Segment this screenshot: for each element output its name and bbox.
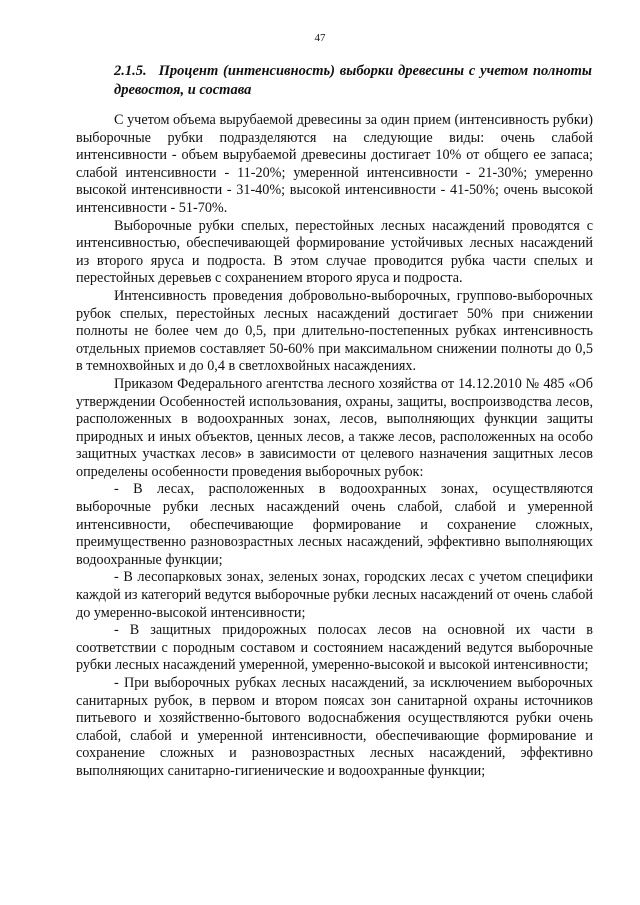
section-title: Процент (интенсивность) выборки древесины с учетом полноты древостоя, и состава xyxy=(114,63,592,98)
list-item-water-protection: - В лесах, расположенных в водоохранных зонах, осуществляются выборочные рубки лесных насаждений очень слабой, слабой и умеренной интенсивности, обеспечивающие формирование и сохранение сложных, преимущественно разновозрастных лесных насаждений, эффективно выполняющих водоохранные функции; xyxy=(76,481,593,568)
list-item-forest-park: - В лесопарковых зонах, зеленых зонах, городских лесах с учетом специфики каждой из категорий ведутся выборочные рубки лесных насаждений от очень слабой до умеренно-высокой интенсивности; xyxy=(76,569,593,621)
page-number: 47 xyxy=(314,32,326,44)
paragraph-mature-stands: Выборочные рубки спелых, перестойных лесных насаждений проводятся с интенсивностью, обеспечивающей формирование устойчивых лесных насаждений из второго яруса и подроста. В этом случае проводится рубка части спелых и перестойных деревьев с сохранением второго яруса и подроста. xyxy=(76,217,593,287)
list-item-sanitary-zones: - При выборочных рубках лесных насаждений, за исключением выборочных санитарных рубок, в первом и втором поясах зон санитарной охраны источников питьевого и хозяйственно-бытового водоснабжения осуществляются рубки очень слабой, слабой и умеренной интенсивности, обеспечивающие формирование и сохранение сложных и разновозрастных лесных насаждений, эффективно выполняющих санитарно-гигиенические и водоохранные функции; xyxy=(76,675,593,779)
body-text xyxy=(76,112,593,781)
paragraph-order-485: Приказом Федерального агентства лесного хозяйства от 14.12.2010 № 485 «Об утверждении Особенностей использования, охраны, защиты, воспроизводства лесов, расположенных в водоохранных зонах, лесов, выполняющих функции защиты природных и иных объектов, ценных лесов, а также лесов, расположенных на особо защитных участках лесов» в зависимости от целевого назначения защитных лесов определены особенности проведения выборочных рубок: xyxy=(76,375,593,480)
section-number: 2.1.5. xyxy=(114,63,147,79)
section-heading xyxy=(114,62,592,100)
paragraph-group-selective: Интенсивность проведения добровольно-выборочных, группово-выборочных рубок спелых, перестойных лесных насаждений достигает 50% при снижении полноты не более чем до 0,5, при длительно-постепенных рубках интенсивность отдельных приемов составляет 50-60% при максимальном снижении полноты до 0,5 в темнохвойных и до 0,4 в светлохвойных насаждениях. xyxy=(76,287,593,375)
paragraph-intensity-types: С учетом объема вырубаемой древесины за один прием (интенсивность рубки) выборочные рубки подразделяются на следующие виды: очень слабой интенсивности - объем вырубаемой древесины достигает 10% от общего ее запаса; слабой интенсивности - 11-20%; умеренной интенсивности - 21-30%; умеренно высокой интенсивности - 31-40%; высокой интенсивности - 41-50%; очень высокой интенсивности - 51-70%. xyxy=(76,112,593,216)
list-item-roadside: - В защитных придорожных полосах лесов на основной их части в соответствии с породным составом и состоянием насаждений ведутся выборочные рубки лесных насаждений умеренной, умеренно-высокой и высокой интенсивности; xyxy=(76,622,593,674)
